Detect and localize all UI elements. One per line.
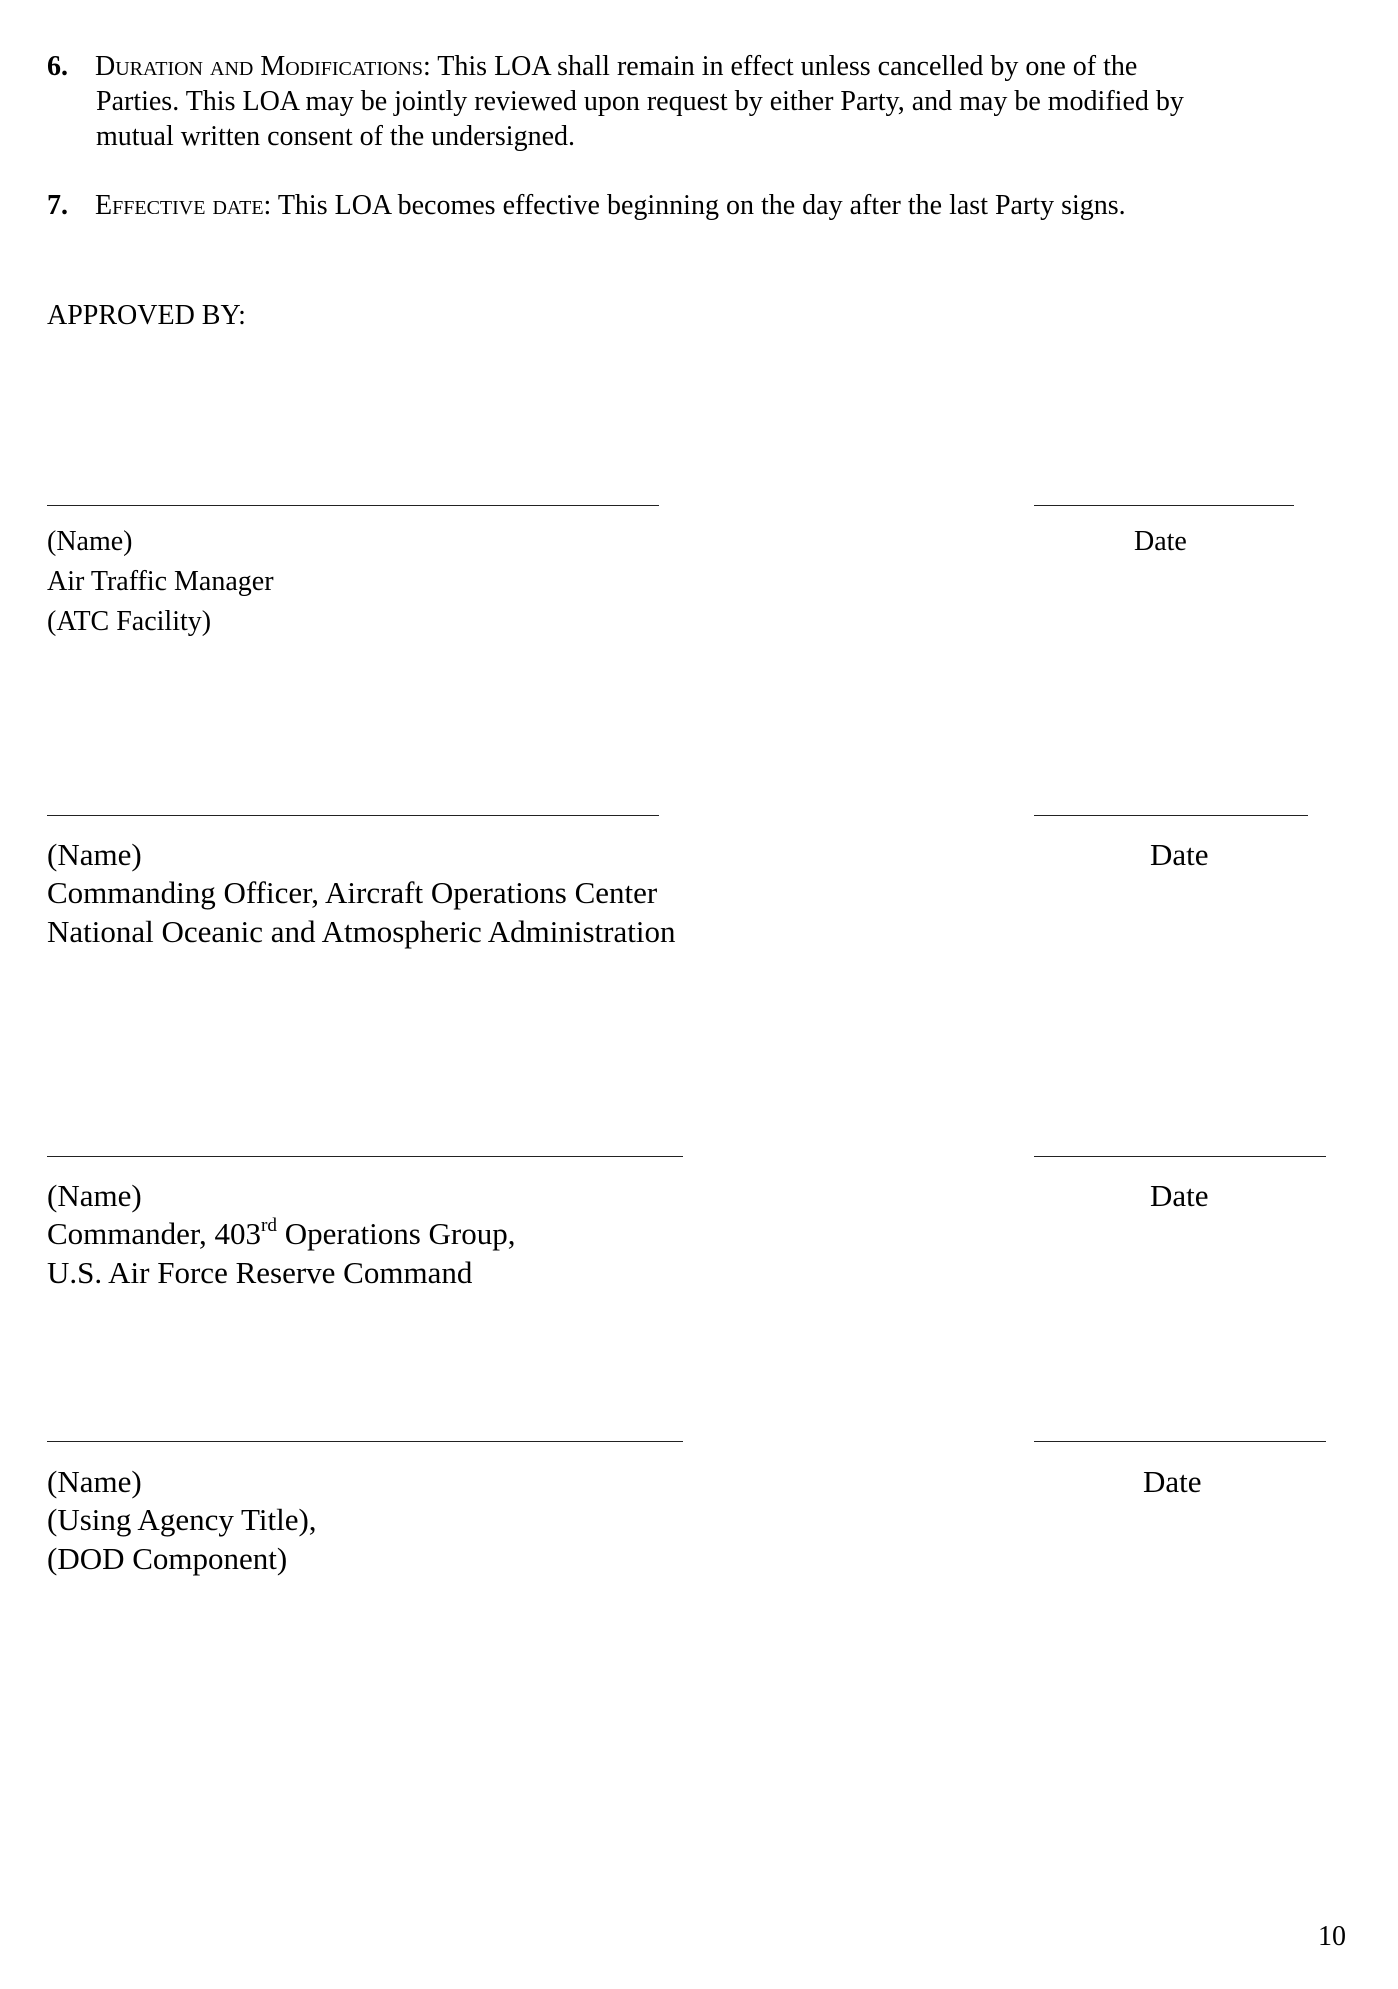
signature-line-1[interactable] — [47, 505, 659, 506]
section-6 — [47, 49, 1137, 84]
signature-3-title-rest: Operations Group, — [277, 1216, 516, 1251]
signature-4-title: (Using Agency Title), — [47, 1502, 317, 1537]
signature-3-title-main: Commander, 403 — [47, 1216, 262, 1251]
signature-3-org: U.S. Air Force Reserve Command — [47, 1255, 473, 1290]
signature-2-org: National Oceanic and Atmospheric Administration — [47, 914, 676, 949]
date-line-4[interactable] — [1034, 1441, 1326, 1442]
page-number: 10 — [1318, 1921, 1346, 1952]
section-6-line-3: mutual written consent of the undersigned. — [96, 121, 575, 152]
signature-4-date-label: Date — [1143, 1464, 1202, 1499]
date-line-1[interactable] — [1034, 505, 1294, 506]
section-6-heading: Duration and Modifications: — [95, 51, 431, 82]
signature-4-name: (Name) — [47, 1464, 142, 1499]
signature-3-name: (Name) — [47, 1178, 142, 1213]
signature-3-date-label: Date — [1150, 1178, 1209, 1213]
section-6-number: 6. — [47, 51, 68, 82]
signature-2-date-label: Date — [1150, 837, 1209, 872]
signature-2-name: (Name) — [47, 837, 142, 872]
signature-1-title: Air Traffic Manager — [47, 566, 274, 597]
signature-line-2[interactable] — [47, 815, 659, 816]
section-7-heading: Effective date: — [95, 190, 272, 221]
approved-by-label: APPROVED BY: — [47, 300, 246, 331]
signature-line-3[interactable] — [47, 1156, 683, 1157]
section-7-number: 7. — [47, 190, 68, 221]
signature-2-title: Commanding Officer, Aircraft Operations Center — [47, 875, 658, 910]
section-6-line-2: Parties. This LOA may be jointly reviewed upon request by either Party, and may be modified by — [96, 86, 1184, 117]
signature-1-org: (ATC Facility) — [47, 606, 212, 637]
signature-1-date-label: Date — [1134, 526, 1187, 557]
signature-line-4[interactable] — [47, 1441, 683, 1442]
section-7-line-1: This LOA becomes effective beginning on the day after the last Party signs. — [277, 190, 1126, 221]
signature-4-org: (DOD Component) — [47, 1541, 288, 1576]
date-line-3[interactable] — [1034, 1156, 1326, 1157]
section-7 — [47, 188, 1126, 223]
date-line-2[interactable] — [1034, 815, 1308, 816]
signature-3-title-ordinal: rd — [261, 1214, 278, 1236]
signature-3-title — [47, 1216, 516, 1252]
signature-1-name: (Name) — [47, 526, 133, 557]
section-6-line-1: This LOA shall remain in effect unless cancelled by one of the — [437, 51, 1138, 82]
